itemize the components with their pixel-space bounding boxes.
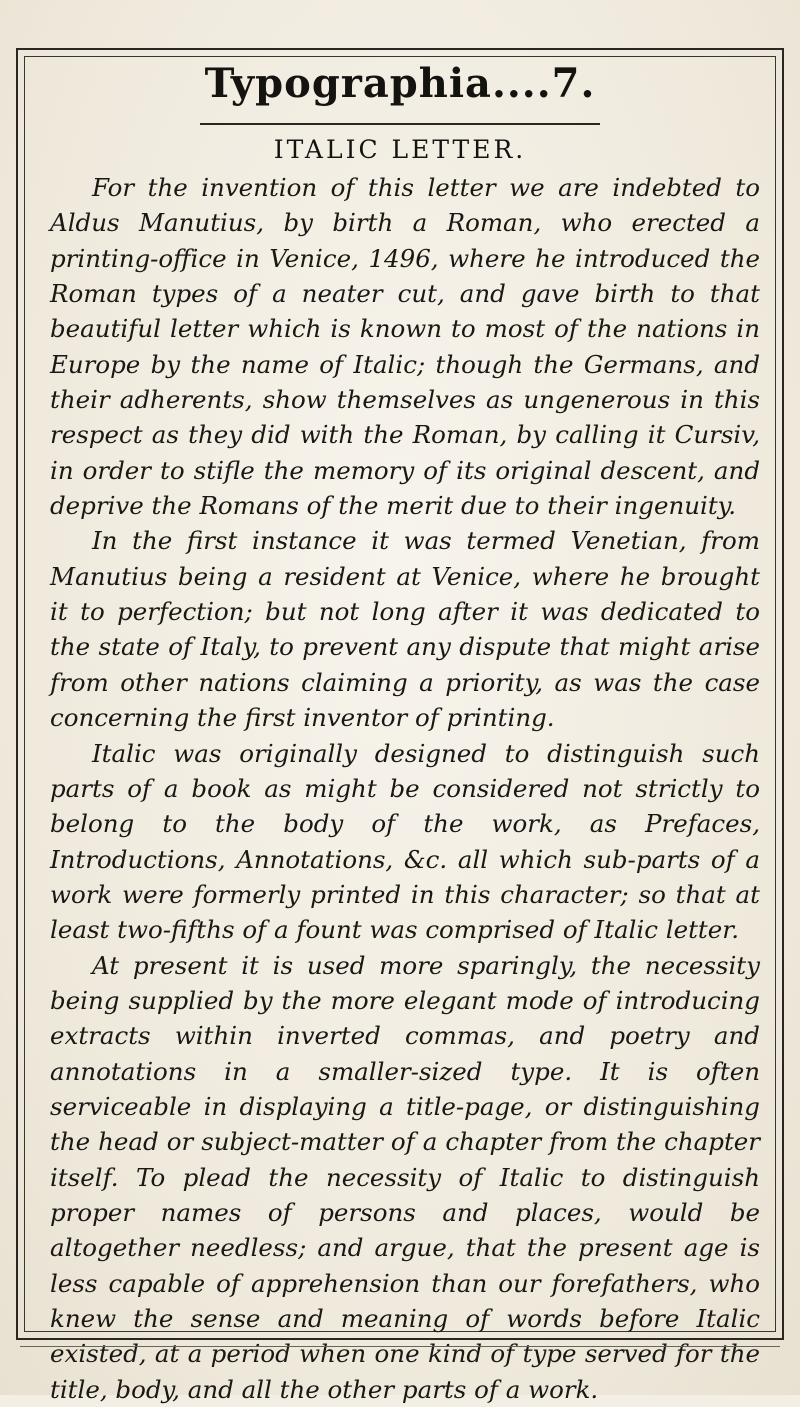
paragraph: For the invention of this letter we are indebted to Aldus Manutius, by birth a Roman, who erected a printing-office in Venice, 1496, where he introduced the Roman types of a neater cut, and gave birth to that beautiful letter which is known to most of the nations in Europe by the name of Italic; though the Germans, and their adherents, show themselves as ungenerous in this respect as they did with the Roman, by calling it Cursiv, in order to stifle the memory of its original descent, and deprive the Romans of the merit due to their ingenuity. <box>50 173 760 521</box>
bottom-rule <box>20 1346 780 1347</box>
body-text <box>50 170 760 1407</box>
paragraph: In the first instance it was termed Venetian, from Manutius being a resident at Venice, where he brought it to perfection; but not long after it was dedicated to the state of Italy, to prevent any dispute that might arise from other nations claiming a priority, as was the case concerning the first inventor of printing. <box>50 526 760 733</box>
paragraph: At present it is used more sparingly, the necessity being supplied by the more elegant mode of introducing extracts within inverted commas, and poetry and annotations in a smaller-sized type. It is often serviceable in displaying a title-page, or distinguishing the head or subject-matter of a chapter from the chapter itself. To plead the necessity of Italic to distinguish proper names of persons and places, would be altogether needless; and argue, that the present age is less capable of apprehension than our forefathers, who knew the sense and meaning of words before Italic existed, at a period when one kind of type served for the title, body, and all the other parts of a work. <box>50 950 760 1404</box>
running-header: Typographia....7. <box>204 60 596 107</box>
header-rule <box>200 123 600 125</box>
section-title: ITALIC LETTER. <box>273 135 527 164</box>
paragraph: Italic was originally designed to distinguish such parts of a book as might be considered not strictly to belong to the body of the work, as Prefaces, Introductions, Annotations, &c. all which sub-parts of a work were formerly printed in this character; so that at least two-fifths of a fount was comprised of Italic letter. <box>50 738 760 945</box>
